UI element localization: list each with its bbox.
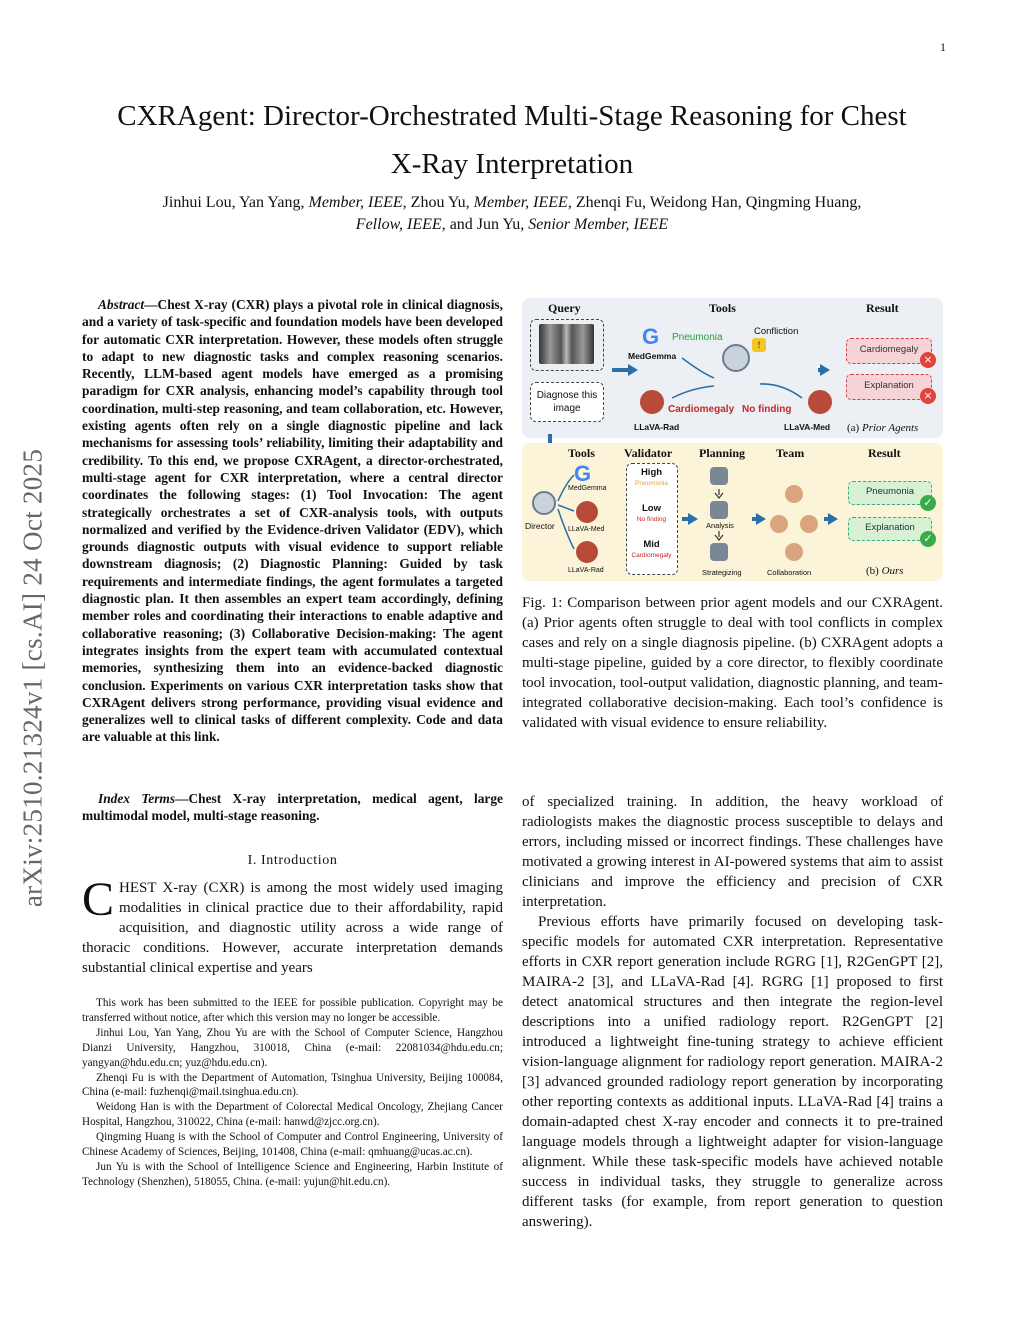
arxiv-id: arXiv:2510.21324v1 [cs.AI] 24 Oct 2025 [17,448,48,908]
medgemma-label: MedGemma [628,351,677,361]
title-line-2: X-Ray Interpretation [390,148,634,180]
doctor-icon [785,543,803,561]
fig-result-header: Result [866,301,899,315]
check-icon: ✓ [920,495,936,511]
footnotes [82,996,503,1190]
intro-text: HEST X-ray (CXR) is among the most widely used imaging modalities in clinical practice due to their affordability, rapid acquisition, and diagnostic utility across a wide range of thoracic conditions. However, accurate interpretation demands substantial clinical expertise and years [82,880,503,976]
llava-med-icon [808,390,832,414]
abstract [82,296,503,746]
title-line-1: CXRAgent: Director-Orchestrated Multi-Stage Reasoning for Chest [117,100,907,132]
llava-med-label: LLaVA-Med [784,422,831,432]
google-icon: G [642,324,660,349]
analysis-label: Analysis [706,521,734,530]
wrong-icon: × [920,388,936,404]
confliction-label: Confliction [754,326,799,337]
director-label: Director [525,521,555,531]
authors-part-3: , Zhenqi Fu, Weidong Han, Qingming Huang, [567,194,862,211]
fig-team-header: Team [776,446,805,460]
wrong-icon: × [920,352,936,368]
validated-pneumonia: Pneumonia [635,480,668,487]
fig-b-result-header: Result [868,446,901,460]
body-paragraph: of specialized training. In addition, the heavy workload of radiologists makes the diagnostic process susceptible to delays and errors, including missed or incorrect findings. These challenges have motivated a growing interest in AI-powered systems that aim to assist clinicians and improve the efficiency and precision of CXR interpretation. [522,794,943,910]
page-number: 1 [940,40,946,54]
confidence-low: Low [642,503,661,514]
section-heading: I. Introduction [247,853,338,868]
planning-robot-icon [710,467,728,485]
confidence-mid: Mid [643,539,660,550]
no-finding-output: No finding [742,404,792,415]
footnote: This work has been submitted to the IEEE for possible publication. Copyright may be transferred without notice, after which this version may no longer be accessible. [82,997,503,1024]
authors-part-2: , Zhou Yu, [402,194,474,211]
fig-tools-header: Tools [709,301,736,315]
validated-no-finding: No finding [636,516,667,523]
panel-b-arrows [522,443,943,581]
panel-a-letter: (a) [847,422,860,434]
abstract-label: Abstract [98,297,145,312]
confidence-high: High [640,467,663,478]
panel-b-title: Ours [881,565,904,577]
panel-b-label [866,565,904,577]
body-paragraph: Previous efforts have primarily focused on developing task-specific models for automated CXR interpretation. Representative efforts in CXR report generation include RGRG [1], R2GenGPT [2], MAIRA-2 [3], and LLaVA-Rad [4]. RGRG [1] proposed to first detect anatomical structures and then integrate the region-level descriptions into a unified radiology report. R2GenGPT [2] introduced a lightweight fine-tuning strategy to achieve efficient vision-language alignment for radiology report generation. MAIRA-2 [3] advanced grounded radiology report generation by incorporating other reporting contexts as additional inputs. LLaVA-Rad [4] trains a domain-adapted chest X-ray encoder and connects it to pre-trained language models through a lightweight adapter for vision-language alignment. While these task-specific models have achieved notable success in individual tasks, they struggle to generalize across different tasks (for example, from report generation to question answering). [522,914,943,1230]
footnote: Zhenqi Fu is with the Department of Automation, Tsinghua University, Beijing 100084, China (e-mail: fuzhenqi@mail.tsinghua.edu.cn). [82,1071,503,1099]
fig-b-tools-header: Tools [568,446,595,460]
diagnose-query-box: Diagnose this image [530,382,604,422]
footnote: Qingming Huang is with the School of Computer and Control Engineering, University of Chinese Academy of Sciences, Beijing, 101408, China (e-mail: qmhuang@ucas.ac.cn). [82,1131,503,1159]
index-terms-text: —Chest X-ray interpretation, medical agent, large multimodal model, multi-stage reasoning. [82,791,504,824]
doctor-icon [800,515,818,533]
llava-rad-label: LLaVA-Rad [568,567,604,574]
panel-a-title: Prior Agents [861,422,919,434]
doctor-icon [770,515,788,533]
result-explanation-box: Explanation [846,374,932,400]
member-label-1: Member, IEEE [308,194,403,211]
paper-title [80,92,944,188]
footnote: Jun Yu is with the School of Intelligence Science and Engineering, Harbin Institute of Technology (Shenzhen), 518055, China. (e-mail: yujun@hit.edu.cn). [82,1160,503,1188]
senior-member-label: Senior Member, IEEE [528,216,669,233]
google-icon: G [574,461,592,486]
medgemma-label: MedGemma [568,485,607,492]
member-label-2: Member, IEEE [473,194,568,211]
intro-paragraph [82,873,503,978]
figure-1 [522,298,943,582]
fellow-label: Fellow, IEEE [355,216,442,233]
check-icon: ✓ [920,531,936,547]
collaboration-label: Collaboration [767,568,812,577]
figure-panel-b [522,443,943,581]
panel-b-letter: (b) [866,565,879,577]
footnote: Jinhui Lou, Yan Yang, Zhou Yu are with the School of Computer Science, Hangzhou Dianzi University, Hangzhou, 310018, China (e-mail: 22081034@hdu.edu.cn; yangyan@hdu.edu.cn; yuz@hdu.edu.cn). [82,1026,503,1069]
footnote: Weidong Han is with the Department of Colorectal Medical Oncology, Zhejiang Cancer Hospital, Hangzhou, 310022, China (e-mail: hanwd@zjcc.org.cn). [82,1101,503,1129]
pneumonia-output: Pneumonia [672,332,723,343]
fig-planning-header: Planning [699,446,746,460]
panel-a-label [847,422,918,434]
fig-validator-header: Validator [624,446,673,460]
strategizing-label: Strategizing [702,568,742,577]
drop-cap: C [82,873,115,926]
author-list [80,192,944,236]
arxiv-watermark [8,378,58,978]
result-cardiomegaly-box: Cardiomegaly [846,338,932,364]
llava-rad-label: LLaVA-Rad [634,422,680,432]
right-column-text [522,792,943,1232]
figure-caption: Fig. 1: Comparison between prior agent models and our CXRAgent. (a) Prior agents often struggle to deal with tool conflicts in complex cases and rely on a single diagnosis pipeline. (b) CXRAgent adopts a multi-stage pipeline, guided by a core director, to flexibly coordinate tool invocation, tool-output validation, diagnostic planning, and team-integrated collaborative decision-making. Each tool’s confidence is validated with visual evidence to ensure reliability. [522,595,943,731]
index-terms-label: Index Terms [98,791,176,806]
doctor-icon [785,485,803,503]
authors-part-4: , and Jun Yu, [441,216,529,233]
validated-cardiomegaly: Cardiomegaly [631,552,672,559]
authors-part-1: Jinhui Lou, Yan Yang, [162,194,309,211]
figure-panel-a [522,298,943,438]
abstract-text: —Chest X-ray (CXR) plays a pivotal role in clinical diagnosis, and a variety of task-specific and foundation models have been developed for automatic CXR interpretation. However, these models often struggle to adapt to new diagnostic tasks and complex reasoning scenarios. Recently, LLM-based agent models have emerged as a promising paradigm for CXR analysis, enhancing model’s capability through tool coordination, multi-step reasoning, and team collaboration, etc. However, existing agents often rely on a single diagnostic pipeline and lack mechanisms for assessing tools’ reliability, limiting their adaptability and credibility. To this end, we propose CXRAgent, a director-orchestrated, multi-stage agent for CXR interpretation, where a central director coordinates the following stages: (1) Tool Invocation: The agent strategically orchestrates a set of CXR-analysis tools, with outputs normalized and verified by the Evidence-driven Validator (EDV), which grounds diagnostic outputs with visual evidence to support reliable downstream diagnosis; (2) Diagnostic Planning: Guided by task requirements and intermediate findings, the agent formulates a targeted diagnostic plan. It then assembles an expert team accordingly, defining member roles and coordinating their interactions to enable adaptive and collaborative reasoning; (3) Collaborative Decision-making: The agent integrates insights from the expert team with accumulated contextual memories, synthesizing them into an evidence-backed diagnostic conclusion. Experiments on various CXR interpretation tasks show that CXRAgent delivers strong performance, providing visual evidence and generalizes well to clinical tasks of different complexity. Code and data are valuable at this link. [82,297,503,745]
robot-agent-icon [722,344,750,372]
index-terms [82,790,503,825]
result-pneumonia-box: Pneumonia [848,481,932,505]
llava-rad-icon [640,390,664,414]
llava-med-label: LLaVA-Med [568,526,605,533]
strategizing-robot-icon [710,543,728,561]
result-explanation-box: Explanation [848,517,932,541]
warning-icon: ! [752,338,766,352]
fig-query-header: Query [548,301,581,315]
analysis-robot-icon [710,501,728,519]
cardiomegaly-output: Cardiomegaly [668,404,735,415]
